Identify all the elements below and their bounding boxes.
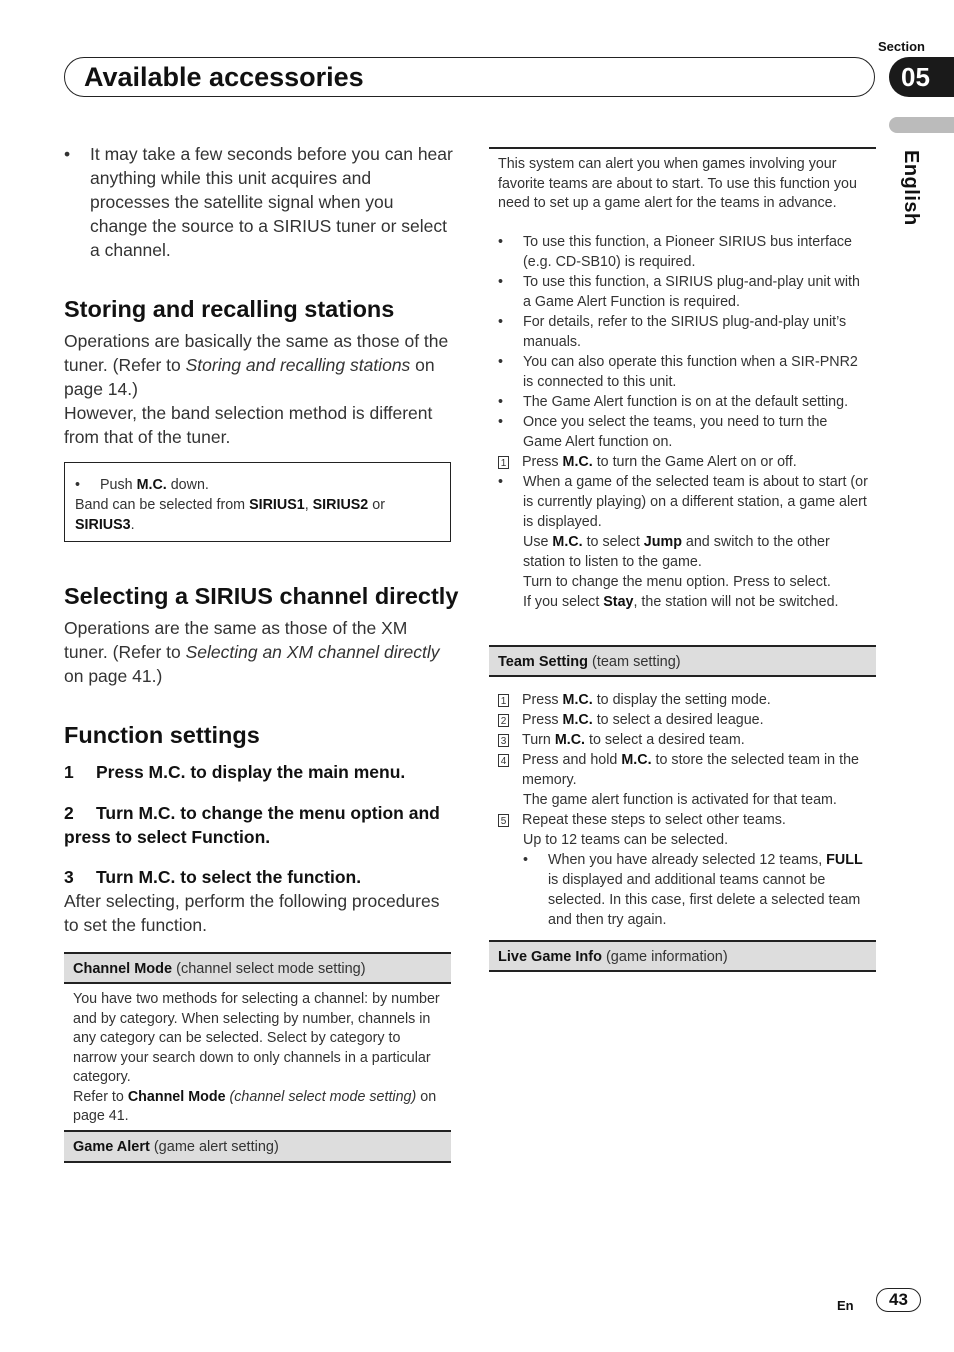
text: Press — [522, 692, 563, 708]
text: However, the band selection method is different from that of the tuner. — [64, 403, 433, 447]
bullet-dot: • — [498, 354, 504, 370]
band-sirius2: SIRIUS2 — [312, 497, 369, 513]
bullet-text: For details, refer to the SIRIUS plug-and-play unit’s manuals. — [523, 314, 847, 350]
game-alert-bar — [64, 1130, 451, 1163]
step-number: 3 — [64, 867, 74, 887]
step-number: 1 — [498, 456, 509, 469]
bullet-text: The Game Alert function is on at the default setting. — [523, 394, 849, 410]
section-label: Section — [878, 39, 925, 54]
xref-italic: (channel select mode setting) — [225, 1088, 417, 1105]
bullet-text: You can also operate this function when a SIR-PNR2 is connected to this unit. — [523, 354, 858, 390]
alert-step-1 — [498, 452, 870, 472]
mc-label: M.C. — [136, 477, 167, 493]
step-text: Press M.C. to display the main menu. — [96, 762, 406, 782]
xref-italic: Selecting an XM channel directly — [185, 642, 440, 662]
channel-mode-bar — [64, 952, 451, 984]
text: . — [130, 517, 135, 533]
stay-label: Stay — [603, 594, 634, 610]
use-line — [498, 532, 870, 572]
bullet-dot: • — [498, 234, 504, 250]
live-game-bar — [489, 940, 876, 972]
intro-bullet-text: It may take a few seconds before you can hear anything while this unit acquires and processes the satellite signal when you change the source to a SIRIUS tuner or select a channel. — [90, 144, 453, 260]
text: If you select — [523, 594, 604, 610]
stay-line — [498, 592, 870, 612]
list-item — [498, 472, 870, 532]
selecting-paragraph — [64, 616, 456, 688]
bullet-dot: • — [498, 474, 504, 490]
bullet-text: When a game of the selected team is about to start (or is currently playing) on a different station, a game alert is displayed. — [523, 474, 868, 530]
text: on page 41. — [73, 1088, 437, 1124]
text: Press and hold — [522, 752, 622, 768]
step-text: Turn M.C. to change the menu option and press to select Function. — [64, 803, 440, 847]
step-number: 1 — [498, 694, 509, 707]
step-text: Turn M.C. to select the function. — [96, 867, 362, 887]
step-number: 2 — [498, 714, 509, 727]
channel-mode-ref: Channel Mode — [127, 1088, 226, 1105]
band-sirius1: SIRIUS1 — [249, 497, 305, 513]
heading-selecting: Selecting a SIRIUS channel directly — [64, 583, 459, 609]
bullet-dot: • — [498, 394, 504, 410]
text: on page 41.) — [64, 666, 163, 686]
text: , — [304, 497, 313, 513]
full-note — [498, 850, 870, 930]
live-game-desc: (game information) — [601, 949, 728, 965]
language-label: English — [900, 150, 922, 226]
xref-italic: Storing and recalling stations — [185, 355, 411, 375]
step-text: Repeat these steps to select other teams. — [522, 812, 786, 828]
mc-label: M.C. — [562, 712, 593, 728]
text: You have two methods for selecting a channel: by number and by category. When selecting by number, channels in any category can be selected. Select by category to narrow your search down to only channels in a particular category. — [73, 991, 440, 1085]
text: to turn the Game Alert on or off. — [592, 454, 797, 470]
text: on page 14.) — [64, 355, 435, 399]
bullet-dot: • — [498, 314, 504, 330]
list-item — [523, 850, 870, 930]
step-2 — [64, 801, 454, 849]
top-rule — [489, 147, 876, 149]
text: or — [368, 497, 385, 513]
bullet-text: To use this function, a Pioneer SIRIUS bus interface (e.g. CD-SB10) is required. — [523, 234, 853, 270]
channel-mode-body — [73, 990, 445, 1127]
text: Use — [523, 534, 553, 550]
live-game-label: Live Game Info — [498, 949, 602, 965]
bullet-dot: • — [498, 274, 504, 290]
intro-bullet — [64, 142, 454, 262]
list-item — [498, 272, 870, 312]
text: to select — [582, 534, 644, 550]
list-item — [498, 232, 870, 272]
text: Band can be selected from — [75, 497, 250, 513]
team-step — [498, 810, 870, 830]
full-label: FULL — [826, 852, 863, 868]
band-sirius3: SIRIUS3 — [75, 517, 131, 533]
page-title: Available accessories — [84, 62, 364, 92]
team-steps — [498, 690, 870, 930]
text: and switch to the other station to listen to the game. — [523, 534, 830, 570]
game-alert-intro: This system can alert you when games involving your favorite teams are about to start. To use this function you need to set up a game alert for the teams in advance. — [498, 156, 857, 211]
team-setting-bar — [489, 645, 876, 677]
text: Operations are the same as those of the XM tuner. (Refer to — [64, 618, 408, 662]
game-alert-bullets — [498, 232, 870, 612]
mc-label: M.C. — [552, 534, 583, 550]
footer-lang-code: En — [837, 1298, 854, 1313]
text: Operations are basically the same as those of the tuner. (Refer to — [64, 331, 449, 375]
mc-label: M.C. — [562, 454, 593, 470]
storing-box — [64, 462, 451, 542]
bullet-text: To use this function, a SIRIUS plug-and-play unit with a Game Alert Function is required. — [523, 274, 860, 310]
list-item — [498, 312, 870, 352]
team-setting-desc: (team setting) — [587, 654, 681, 670]
band-line — [75, 495, 440, 535]
section-number: 05 — [889, 57, 954, 97]
activated-line: The game alert function is activated for that team. — [523, 792, 837, 808]
channel-mode-label: Channel Mode — [73, 961, 173, 977]
step-number: 5 — [498, 814, 509, 827]
text: Turn — [522, 732, 555, 748]
bullet-text: Once you select the teams, you need to turn the Game Alert function on. — [523, 414, 828, 450]
step-1 — [64, 760, 454, 784]
text: Push — [100, 477, 137, 493]
team-step — [498, 750, 870, 790]
mc-label: M.C. — [621, 752, 652, 768]
bullet-dot: • — [523, 852, 529, 868]
language-tab — [889, 117, 954, 133]
text: is displayed and additional teams cannot be selected. In this case, first delete a selected team and then try again. — [548, 872, 861, 928]
team-step — [498, 690, 870, 710]
storing-paragraph — [64, 329, 454, 449]
bullet-dot: • — [75, 477, 81, 493]
text: Refer to — [73, 1088, 128, 1105]
text: , the station will not be switched. — [633, 594, 839, 610]
bullet-dot: • — [64, 144, 71, 164]
heading-storing: Storing and recalling stations — [64, 296, 395, 322]
team-setting-label: Team Setting — [498, 654, 588, 670]
text: Press — [522, 712, 563, 728]
text: to display the setting mode. — [592, 692, 771, 708]
mc-label: M.C. — [562, 692, 593, 708]
list-item — [498, 392, 870, 412]
heading-function: Function settings — [64, 722, 260, 748]
team-step — [498, 710, 870, 730]
team-step — [498, 730, 870, 750]
text: to store the selected team in the memory. — [522, 752, 859, 788]
up-to-line: Up to 12 teams can be selected. — [523, 832, 729, 848]
text: to select a desired league. — [592, 712, 764, 728]
text: Press — [522, 454, 563, 470]
channel-mode-desc: (channel select mode setting) — [172, 961, 366, 977]
step-3 — [64, 865, 454, 889]
mc-label: M.C. — [554, 732, 586, 748]
page-number: 43 — [876, 1288, 921, 1312]
list-item — [498, 352, 870, 392]
after-selecting: After selecting, perform the following procedures to set the function. — [64, 891, 440, 935]
game-alert-label: Game Alert — [73, 1139, 150, 1155]
step-number: 3 — [498, 734, 509, 747]
step-number: 1 — [64, 762, 74, 782]
game-alert-desc: (game alert setting) — [149, 1139, 279, 1155]
box-bullet — [75, 475, 440, 495]
text: down. — [166, 477, 209, 493]
text: When you have already selected 12 teams, — [548, 852, 827, 868]
list-item — [498, 412, 870, 452]
step-number: 4 — [498, 754, 509, 767]
text: to select a desired team. — [585, 732, 745, 748]
step-number: 2 — [64, 803, 74, 823]
bullet-dot: • — [498, 414, 504, 430]
turn-line: Turn to change the menu option. Press to select. — [523, 574, 831, 590]
jump-label: Jump — [643, 534, 682, 550]
